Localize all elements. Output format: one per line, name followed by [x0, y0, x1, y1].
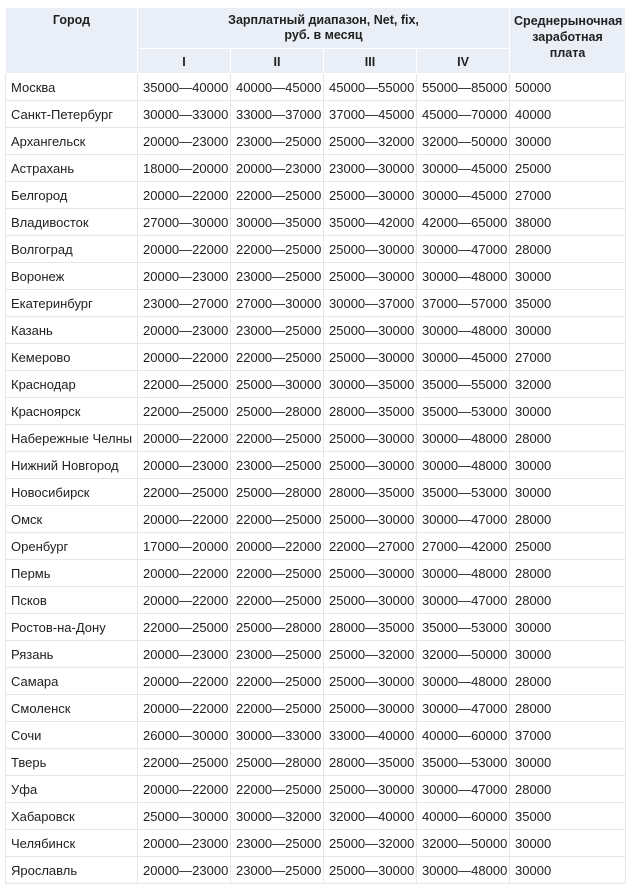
cell-average: 28000 [510, 560, 626, 587]
header-average-salary: Среднерыночная заработная плата [510, 8, 626, 74]
cell-average: 25000 [510, 533, 626, 560]
cell-average: 40000 [510, 101, 626, 128]
cell-city: Смоленск [6, 695, 138, 722]
cell-range-4: 30000—45000 [417, 155, 510, 182]
cell-range-3: 25000—30000 [324, 560, 417, 587]
cell-range-2: 22000—25000 [231, 506, 324, 533]
cell-average: 30000 [510, 749, 626, 776]
cell-range-3: 25000—30000 [324, 695, 417, 722]
cell-range-2: 23000—25000 [231, 857, 324, 884]
cell-range-4: 30000—48000 [417, 425, 510, 452]
cell-average: 30000 [510, 128, 626, 155]
cell-range-3: 35000—42000 [324, 209, 417, 236]
cell-average: 28000 [510, 776, 626, 803]
cell-range-3: 30000—35000 [324, 371, 417, 398]
cell-range-2: 23000—25000 [231, 641, 324, 668]
cell-range-4: 30000—47000 [417, 587, 510, 614]
cell-average: 30000 [510, 830, 626, 857]
cell-range-1: 17000—20000 [138, 533, 231, 560]
cell-range-3: 25000—30000 [324, 452, 417, 479]
cell-range-4: 45000—70000 [417, 101, 510, 128]
cell-range-1: 22000—25000 [138, 749, 231, 776]
cell-city: Кемерово [6, 344, 138, 371]
table-row [6, 155, 626, 182]
cell-range-1: 20000—23000 [138, 128, 231, 155]
cell-range-1: 20000—23000 [138, 263, 231, 290]
cell-city: Нижний Новгород [6, 452, 138, 479]
cell-range-1: 20000—22000 [138, 587, 231, 614]
cell-range-3: 25000—30000 [324, 344, 417, 371]
cell-city: Екатеринбург [6, 290, 138, 317]
table-row [6, 209, 626, 236]
cell-range-1: 20000—22000 [138, 560, 231, 587]
cell-range-2: 20000—22000 [231, 533, 324, 560]
cell-range-3: 25000—30000 [324, 182, 417, 209]
cell-city: Хабаровск [6, 803, 138, 830]
cell-average: 30000 [510, 263, 626, 290]
cell-range-4: 30000—48000 [417, 560, 510, 587]
cell-range-4: 30000—47000 [417, 776, 510, 803]
cell-average: 27000 [510, 344, 626, 371]
cell-range-3: 25000—30000 [324, 857, 417, 884]
cell-range-4: 35000—53000 [417, 749, 510, 776]
cell-range-4: 37000—57000 [417, 290, 510, 317]
cell-range-2: 22000—25000 [231, 344, 324, 371]
cell-range-2: 23000—25000 [231, 830, 324, 857]
cell-range-2: 30000—32000 [231, 803, 324, 830]
cell-range-1: 20000—23000 [138, 317, 231, 344]
cell-range-2: 25000—28000 [231, 479, 324, 506]
cell-range-4: 55000—85000 [417, 74, 510, 101]
cell-range-4: 30000—48000 [417, 263, 510, 290]
salary-table-container [5, 7, 625, 884]
header-grade-2: II [231, 49, 324, 74]
cell-range-2: 22000—25000 [231, 695, 324, 722]
header-city: Город [6, 8, 138, 74]
cell-average: 28000 [510, 425, 626, 452]
table-row [6, 425, 626, 452]
cell-range-4: 35000—53000 [417, 398, 510, 425]
cell-range-1: 20000—22000 [138, 182, 231, 209]
cell-range-4: 30000—47000 [417, 506, 510, 533]
cell-city: Казань [6, 317, 138, 344]
cell-range-2: 23000—25000 [231, 128, 324, 155]
cell-range-1: 20000—23000 [138, 830, 231, 857]
cell-range-2: 33000—37000 [231, 101, 324, 128]
cell-range-4: 35000—53000 [417, 614, 510, 641]
cell-city: Воронеж [6, 263, 138, 290]
cell-range-3: 37000—45000 [324, 101, 417, 128]
cell-average: 28000 [510, 506, 626, 533]
table-row [6, 587, 626, 614]
cell-range-4: 40000—60000 [417, 803, 510, 830]
cell-range-2: 22000—25000 [231, 560, 324, 587]
cell-range-3: 25000—30000 [324, 506, 417, 533]
cell-city: Астрахань [6, 155, 138, 182]
cell-city: Владивосток [6, 209, 138, 236]
cell-range-3: 25000—32000 [324, 128, 417, 155]
cell-range-3: 25000—30000 [324, 668, 417, 695]
table-row [6, 830, 626, 857]
cell-range-2: 22000—25000 [231, 776, 324, 803]
cell-average: 28000 [510, 668, 626, 695]
table-row [6, 479, 626, 506]
table-row [6, 614, 626, 641]
cell-range-1: 20000—22000 [138, 695, 231, 722]
cell-city: Санкт-Петербург [6, 101, 138, 128]
cell-range-1: 18000—20000 [138, 155, 231, 182]
cell-range-4: 32000—50000 [417, 128, 510, 155]
cell-city: Москва [6, 74, 138, 101]
cell-range-2: 23000—25000 [231, 263, 324, 290]
cell-average: 30000 [510, 452, 626, 479]
table-row [6, 182, 626, 209]
cell-average: 30000 [510, 398, 626, 425]
cell-range-1: 22000—25000 [138, 614, 231, 641]
cell-range-4: 30000—48000 [417, 452, 510, 479]
cell-range-1: 30000—33000 [138, 101, 231, 128]
cell-range-3: 45000—55000 [324, 74, 417, 101]
cell-range-1: 23000—27000 [138, 290, 231, 317]
table-row [6, 560, 626, 587]
cell-range-3: 25000—30000 [324, 587, 417, 614]
table-row [6, 857, 626, 884]
cell-range-1: 35000—40000 [138, 74, 231, 101]
table-row [6, 128, 626, 155]
cell-range-1: 22000—25000 [138, 371, 231, 398]
header-grade-3: III [324, 49, 417, 74]
cell-city: Пермь [6, 560, 138, 587]
cell-range-3: 25000—30000 [324, 317, 417, 344]
cell-average: 30000 [510, 857, 626, 884]
cell-city: Красноярск [6, 398, 138, 425]
cell-range-2: 25000—28000 [231, 614, 324, 641]
cell-range-2: 25000—30000 [231, 371, 324, 398]
cell-average: 35000 [510, 290, 626, 317]
cell-city: Тверь [6, 749, 138, 776]
cell-range-3: 30000—37000 [324, 290, 417, 317]
cell-range-2: 22000—25000 [231, 425, 324, 452]
table-row [6, 722, 626, 749]
cell-range-1: 22000—25000 [138, 479, 231, 506]
cell-city: Набережные Челны [6, 425, 138, 452]
cell-range-4: 40000—60000 [417, 722, 510, 749]
cell-range-4: 27000—42000 [417, 533, 510, 560]
cell-average: 37000 [510, 722, 626, 749]
cell-city: Омск [6, 506, 138, 533]
cell-range-4: 32000—50000 [417, 830, 510, 857]
header-grade-4: IV [417, 49, 510, 74]
cell-city: Сочи [6, 722, 138, 749]
cell-range-2: 27000—30000 [231, 290, 324, 317]
table-body [6, 74, 626, 884]
cell-average: 32000 [510, 371, 626, 398]
cell-average: 35000 [510, 803, 626, 830]
cell-range-2: 25000—28000 [231, 398, 324, 425]
table-row [6, 776, 626, 803]
header-grade-1: I [138, 49, 231, 74]
cell-city: Ярославль [6, 857, 138, 884]
cell-average: 30000 [510, 317, 626, 344]
cell-city: Челябинск [6, 830, 138, 857]
table-row [6, 695, 626, 722]
table-row [6, 533, 626, 560]
cell-city: Краснодар [6, 371, 138, 398]
cell-average: 30000 [510, 479, 626, 506]
cell-range-2: 22000—25000 [231, 668, 324, 695]
cell-city: Уфа [6, 776, 138, 803]
cell-range-3: 23000—30000 [324, 155, 417, 182]
cell-range-1: 25000—30000 [138, 803, 231, 830]
table-row [6, 452, 626, 479]
cell-average: 25000 [510, 155, 626, 182]
cell-range-3: 28000—35000 [324, 749, 417, 776]
cell-range-2: 22000—25000 [231, 236, 324, 263]
cell-average: 27000 [510, 182, 626, 209]
table-row [6, 317, 626, 344]
cell-range-4: 42000—65000 [417, 209, 510, 236]
table-row [6, 506, 626, 533]
cell-city: Архангельск [6, 128, 138, 155]
salary-table [5, 7, 626, 884]
cell-range-3: 25000—32000 [324, 641, 417, 668]
cell-range-4: 30000—47000 [417, 236, 510, 263]
header-row-main [6, 8, 626, 49]
cell-average: 30000 [510, 641, 626, 668]
cell-average: 28000 [510, 236, 626, 263]
cell-range-2: 22000—25000 [231, 182, 324, 209]
cell-range-2: 30000—35000 [231, 209, 324, 236]
cell-city: Новосибирск [6, 479, 138, 506]
cell-range-3: 32000—40000 [324, 803, 417, 830]
cell-range-4: 35000—55000 [417, 371, 510, 398]
cell-city: Оренбург [6, 533, 138, 560]
cell-range-3: 25000—30000 [324, 236, 417, 263]
cell-range-4: 30000—47000 [417, 695, 510, 722]
cell-range-3: 28000—35000 [324, 614, 417, 641]
cell-range-4: 30000—48000 [417, 317, 510, 344]
cell-city: Самара [6, 668, 138, 695]
table-row [6, 344, 626, 371]
table-row [6, 803, 626, 830]
cell-range-1: 20000—23000 [138, 641, 231, 668]
cell-range-4: 30000—45000 [417, 344, 510, 371]
cell-range-3: 25000—30000 [324, 263, 417, 290]
cell-range-4: 32000—50000 [417, 641, 510, 668]
cell-range-2: 23000—25000 [231, 452, 324, 479]
cell-range-1: 20000—22000 [138, 668, 231, 695]
cell-city: Белгород [6, 182, 138, 209]
cell-range-1: 20000—22000 [138, 236, 231, 263]
cell-range-2: 25000—28000 [231, 749, 324, 776]
cell-range-1: 22000—25000 [138, 398, 231, 425]
cell-range-2: 30000—33000 [231, 722, 324, 749]
cell-range-1: 26000—30000 [138, 722, 231, 749]
cell-range-1: 20000—22000 [138, 425, 231, 452]
cell-range-1: 27000—30000 [138, 209, 231, 236]
cell-range-2: 23000—25000 [231, 317, 324, 344]
cell-range-4: 30000—48000 [417, 857, 510, 884]
table-row [6, 101, 626, 128]
cell-range-3: 33000—40000 [324, 722, 417, 749]
table-row [6, 641, 626, 668]
cell-range-4: 30000—48000 [417, 668, 510, 695]
cell-range-3: 25000—30000 [324, 776, 417, 803]
table-row [6, 263, 626, 290]
cell-average: 38000 [510, 209, 626, 236]
cell-range-2: 20000—23000 [231, 155, 324, 182]
table-row [6, 668, 626, 695]
cell-range-2: 22000—25000 [231, 587, 324, 614]
cell-city: Волгоград [6, 236, 138, 263]
cell-range-3: 25000—30000 [324, 425, 417, 452]
cell-range-1: 20000—23000 [138, 857, 231, 884]
cell-range-1: 20000—22000 [138, 776, 231, 803]
cell-range-4: 35000—53000 [417, 479, 510, 506]
cell-range-3: 28000—35000 [324, 398, 417, 425]
cell-average: 28000 [510, 695, 626, 722]
header-salary-range: Зарплатный диапазон, Net, fix, руб. в месяц [138, 8, 510, 49]
table-header [6, 8, 626, 74]
cell-range-1: 20000—22000 [138, 344, 231, 371]
cell-city: Псков [6, 587, 138, 614]
cell-range-2: 40000—45000 [231, 74, 324, 101]
table-row [6, 74, 626, 101]
table-row [6, 290, 626, 317]
table-row [6, 371, 626, 398]
cell-city: Рязань [6, 641, 138, 668]
cell-average: 28000 [510, 587, 626, 614]
cell-range-1: 20000—23000 [138, 452, 231, 479]
cell-average: 30000 [510, 614, 626, 641]
cell-range-3: 25000—32000 [324, 830, 417, 857]
table-row [6, 398, 626, 425]
cell-range-1: 20000—22000 [138, 506, 231, 533]
cell-city: Ростов-на-Дону [6, 614, 138, 641]
cell-range-4: 30000—45000 [417, 182, 510, 209]
cell-average: 50000 [510, 74, 626, 101]
cell-range-3: 28000—35000 [324, 479, 417, 506]
cell-range-3: 22000—27000 [324, 533, 417, 560]
table-row [6, 749, 626, 776]
table-row [6, 236, 626, 263]
